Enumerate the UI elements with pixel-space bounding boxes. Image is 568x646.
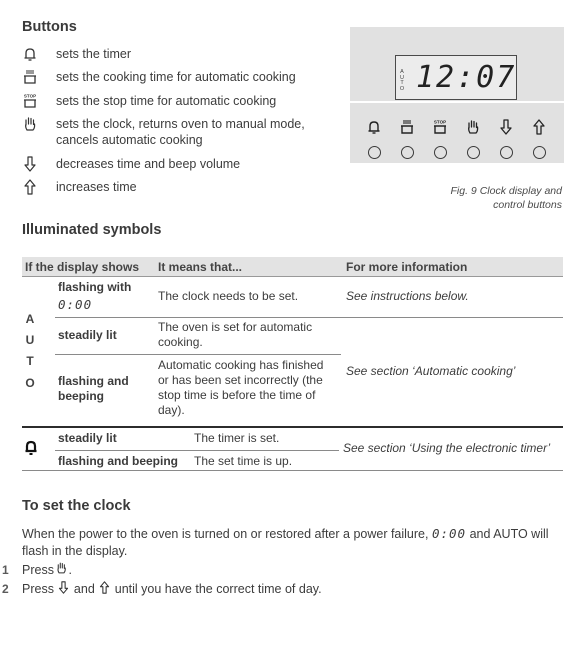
stop-label: STOP [433,119,447,125]
set-clock-heading: To set the clock [22,498,131,514]
row-state [58,374,129,404]
row-state-line: beeping [58,389,105,403]
row-meaning-line: stop time is before the time of [158,388,316,402]
figure-caption [402,184,562,212]
column-header: If the display shows [25,260,140,274]
row-divider [55,317,563,318]
arrow-up-icon [22,179,44,195]
hand-icon [55,561,68,575]
step-number: 1 [2,563,9,577]
panel-knob[interactable] [434,146,447,159]
para-text: When the power to the oven is turned on or restored after a power failure, [22,527,429,541]
auto-letter: T [26,354,34,368]
panel-increase-button-icon[interactable] [528,118,550,136]
bell-icon [366,120,382,135]
button-desc-stop-time [22,93,276,113]
button-desc-text: sets the cooking time for automatic cooking [56,70,296,84]
clock-display [395,55,517,100]
row-state: flashing with [58,280,132,294]
row-meaning-line: or has been set incorrectly (the [158,373,323,387]
svg-text:STOP: STOP [23,93,37,99]
auto-indicator: AUTO [399,69,405,92]
button-desc-text-line1: sets the clock, returns oven to manual mode, [56,117,305,131]
auto-letter: U [25,333,35,347]
arrow-down-icon [498,119,514,135]
pot-icon [22,69,44,85]
column-header: For more information [346,260,468,274]
timer-info: See section ‘Using the electronic timer’ [343,441,551,455]
button-desc-text-line2: cancels automatic cooking [56,133,203,147]
arrow-up-icon [98,580,111,595]
panel-timer-button-icon[interactable] [363,118,385,136]
control-panel-figure [350,27,564,163]
timer-row-state: steadily lit [58,431,117,445]
row-meaning [158,358,323,418]
step-text: . [68,563,72,577]
figure-caption-line2: control buttons [493,199,562,211]
button-desc-clock [22,116,305,152]
panel-knob[interactable] [500,146,513,159]
figure-caption-line1: Fig. 9 Clock display and [450,185,562,197]
panel-knob[interactable] [401,146,414,159]
para-code: 0:00 [431,526,467,541]
button-desc-decrease [22,156,240,176]
step-number: 2 [2,582,9,596]
panel-knob[interactable] [533,146,546,159]
row-info: See section ‘Automatic cooking’ [346,364,516,378]
hand-icon [22,116,44,132]
row-state-code: 0:00 [58,297,93,312]
arrow-down-icon [57,580,70,595]
step-text: Press [22,582,54,596]
button-desc-text: sets the stop time for automatic cooking [56,94,277,108]
pot-icon [399,119,415,135]
step-1 [22,561,72,579]
row-state-line: flashing and [58,374,129,388]
section-divider [22,426,563,428]
arrow-up-icon [531,119,547,135]
panel-decrease-button-icon[interactable] [495,118,517,136]
arrow-down-icon [22,156,44,172]
timer-row-state: flashing and beeping [58,454,179,468]
button-desc-increase [22,179,137,199]
panel-cooking-time-button-icon[interactable] [396,118,418,136]
row-info: See instructions below. [346,289,469,303]
row-divider [55,450,339,451]
panel-clock-button-icon[interactable] [462,118,484,136]
step-2 [22,580,322,598]
row-meaning-line: day). [158,403,185,417]
panel-knob[interactable] [368,146,381,159]
button-desc-text: increases time [56,180,137,194]
step-text: Press [22,563,54,577]
row-meaning [158,320,312,350]
table-header [22,257,563,277]
row-state: steadily lit [58,328,117,342]
row-divider [55,354,341,355]
button-desc-text: sets the timer [56,47,132,61]
bell-icon [22,46,44,62]
para-text: and AUTO will [469,527,549,541]
set-clock-paragraph [22,525,549,560]
timer-row-meaning: The timer is set. [194,431,280,445]
panel-stop-time-button-icon[interactable] [429,118,451,136]
timer-bell-icon [23,440,39,459]
button-desc-text: decreases time and beep volume [56,157,241,171]
button-desc-cooking-time [22,69,296,89]
display-time: 12:07 [416,60,517,95]
hand-icon [465,119,481,135]
table-bottom-border [22,470,563,471]
step-text: and [73,582,95,596]
panel-divider [350,101,564,103]
row-meaning-line: cooking. [158,335,203,349]
illuminated-heading: Illuminated symbols [22,222,162,238]
stop-pot-icon [22,93,44,109]
row-meaning: The clock needs to be set. [158,289,299,303]
step-text: until you have the correct time of day. [114,582,322,596]
button-desc-timer [22,46,131,66]
para-text: flash in the display. [22,544,128,558]
auto-letter: A [25,312,35,326]
row-meaning-line: The oven is set for automatic [158,320,313,334]
stop-pot-icon [432,119,448,135]
column-header: It means that... [158,260,243,274]
panel-knob[interactable] [467,146,480,159]
timer-row-meaning: The set time is up. [194,454,293,468]
row-meaning-line: Automatic cooking has finished [158,358,324,372]
auto-letter: O [25,376,35,390]
buttons-heading: Buttons [22,19,77,35]
